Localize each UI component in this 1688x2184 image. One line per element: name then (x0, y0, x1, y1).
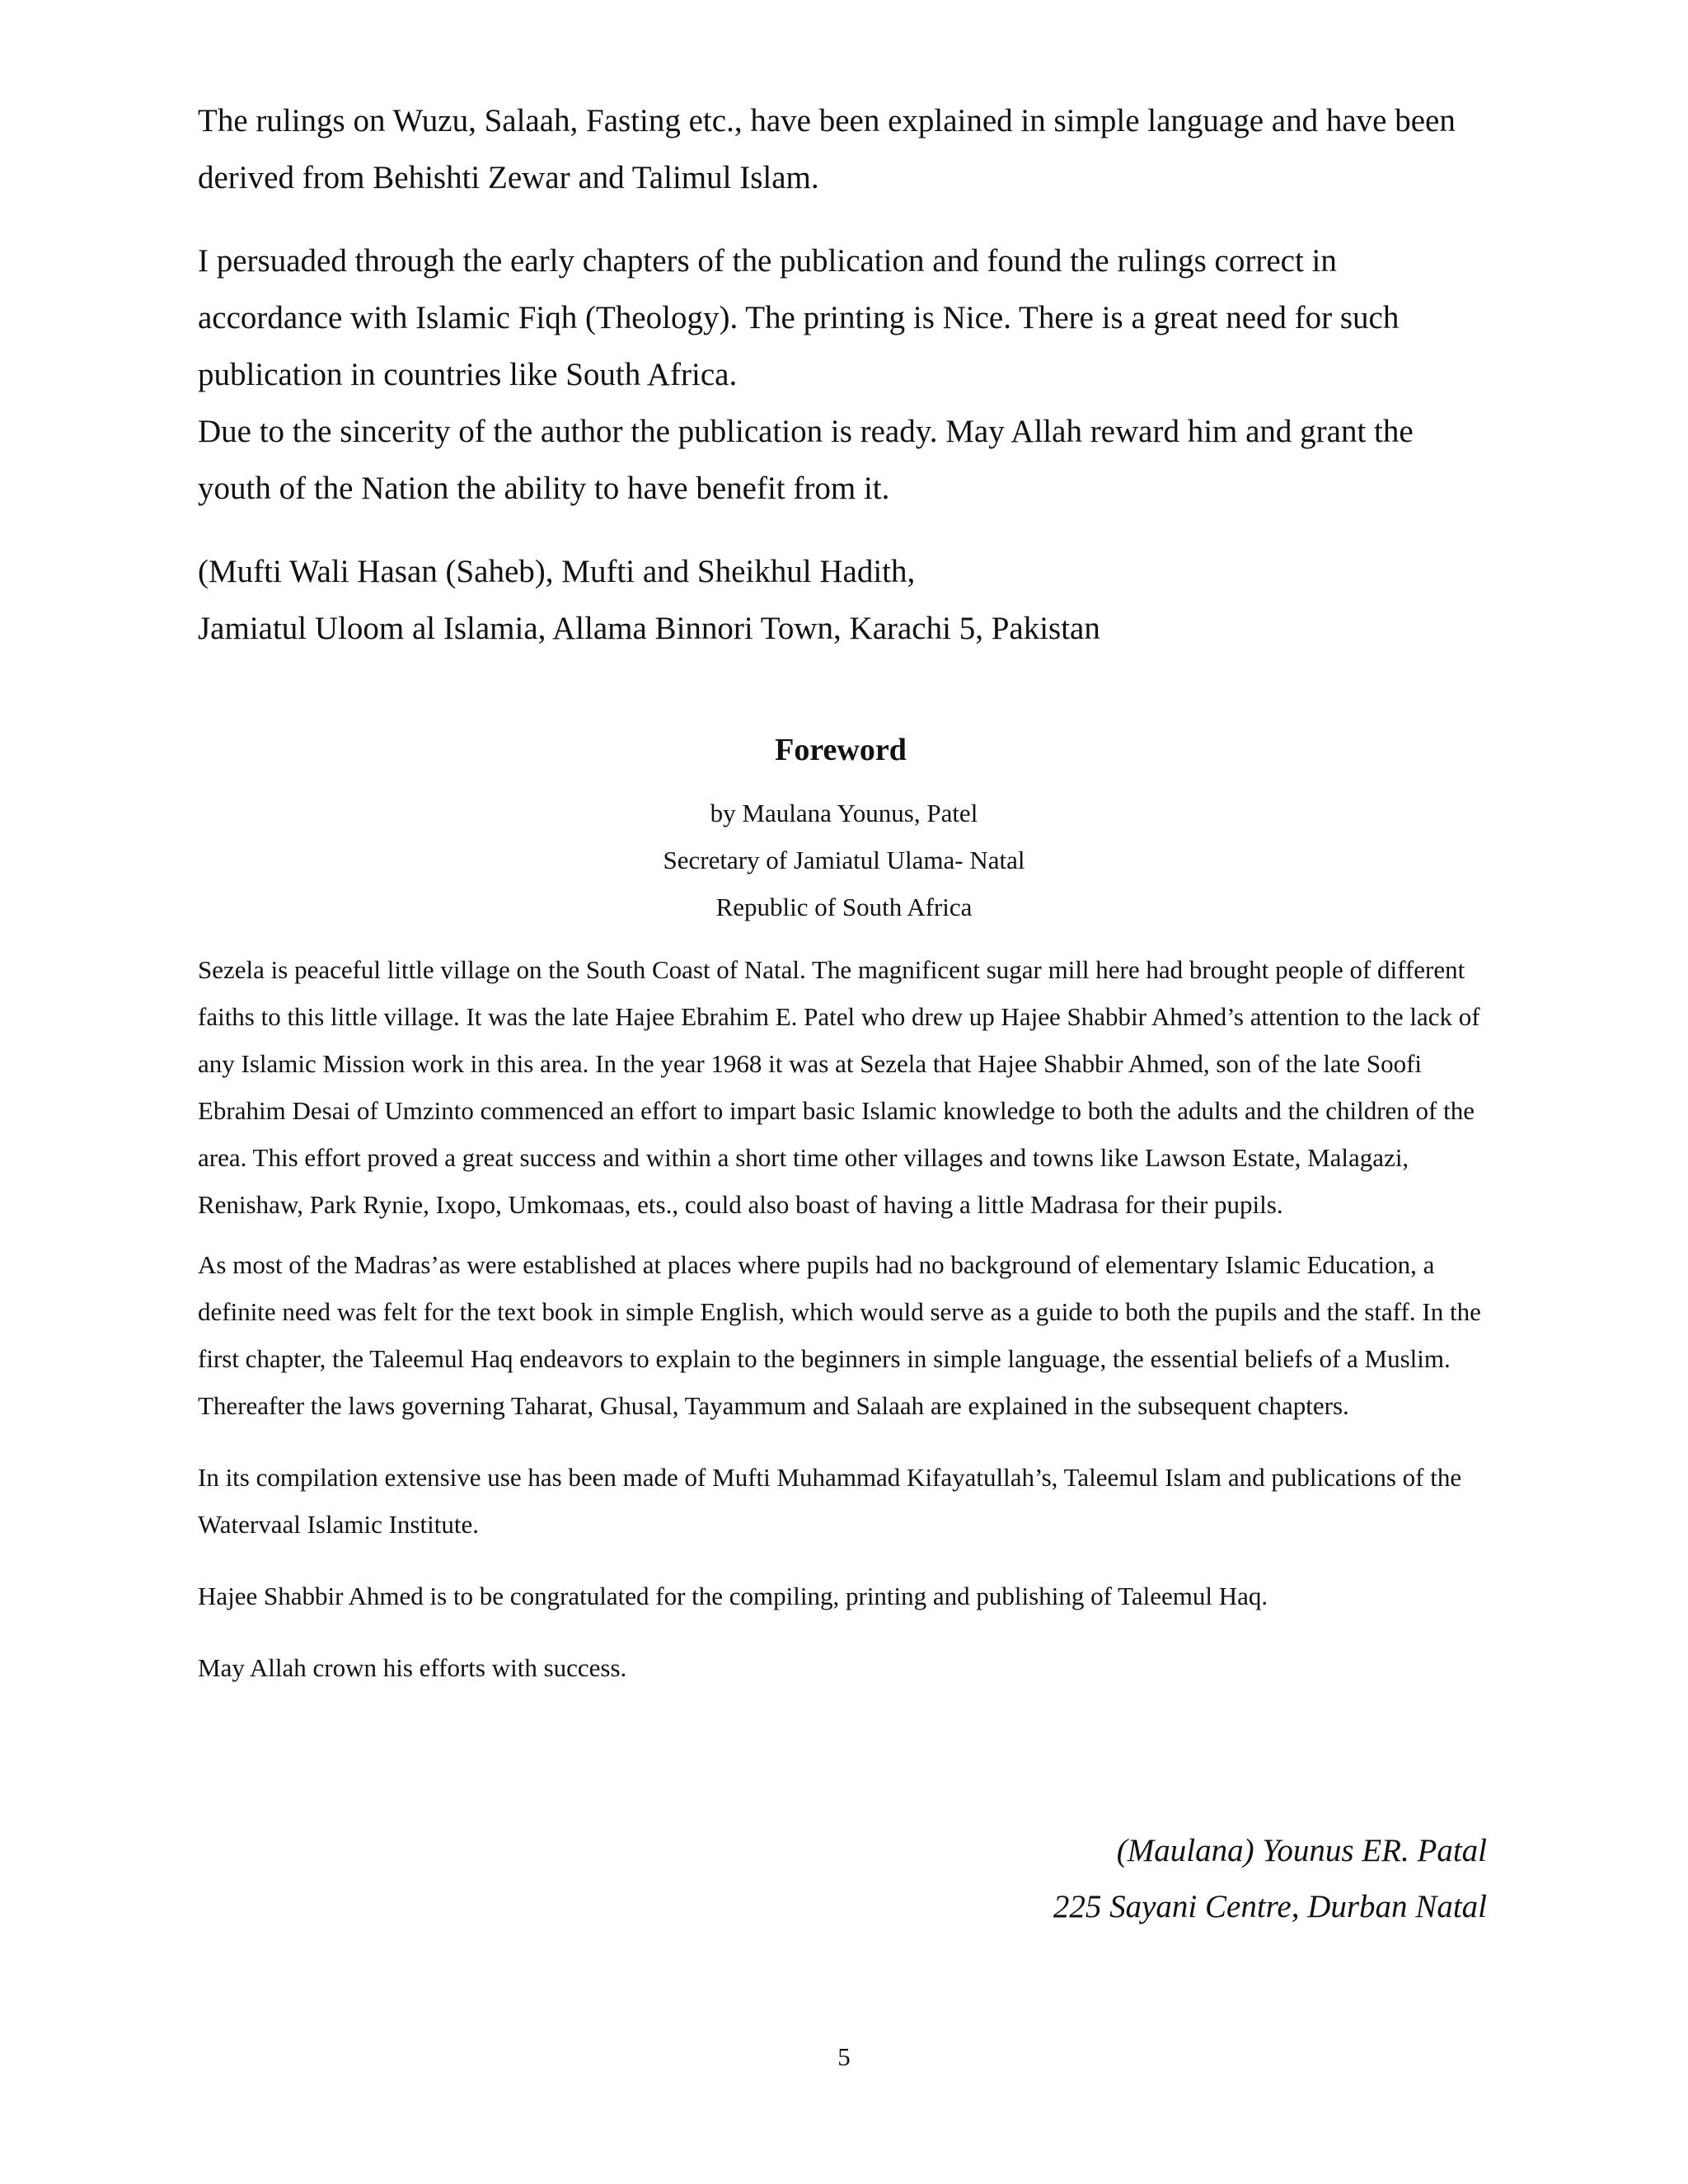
foreword-paragraph-4: Hajee Shabbir Ahmed is to be congratulated for the compiling, printing and publishing of Taleemul Haq. (198, 1582, 1268, 1610)
foreword-signature (1053, 1823, 1487, 1935)
page-number: 5 (837, 2042, 851, 2071)
foreword-paragraph-3: In its compilation extensive use has been made of Mufti Muhammad Kifayatullah’s, Taleemul Islam and publications of the Watervaal Islamic Institute. (198, 1463, 1462, 1539)
foreword-header (0, 725, 1688, 930)
endorsement-paragraph-2: I persuaded through the early chapters of the publication and found the rulings correct in accordance with Islamic Fiqh (Theology). The printing is Nice. There is a great need for such publication in countries like South Africa. (198, 243, 1400, 392)
foreword-byline-country: Republic of South Africa (715, 893, 973, 921)
foreword-paragraph-2: As most of the Madras’as were established at places where pupils had no background of elementary Islamic Education, a definite need was felt for the text book in simple English, which would serve as a guide to both the pupils and the staff. In the first chapter, the Taleemul Haq endeavors to explain to the beginners in simple language, the essential beliefs of a Muslim. Thereafter the laws governing Taharat, Ghusal, Tayammum and Salaah are explained in the subsequent chapters. (198, 1250, 1481, 1420)
endorsement-section (198, 92, 1484, 657)
foreword-byline-position: Secretary of Jamiatul Ulama- Natal (663, 846, 1025, 874)
foreword-paragraph-5: May Allah crown his efforts with success. (198, 1653, 627, 1682)
endorsement-paragraph-1: The rulings on Wuzu, Salaah, Fasting etc., have been explained in simple language and have been derived from Behishti Zewar and Talimul Islam. (198, 103, 1456, 195)
endorsement-paragraph-3: Due to the sincerity of the author the publication is ready. May Allah reward him and grant the youth of the Nation the ability to have benefit from it. (198, 414, 1414, 506)
signature-name: (Maulana) Younus ER. Patal (1116, 1833, 1487, 1868)
foreword-body (198, 946, 1484, 1691)
foreword-byline-author: by Maulana Younus, Patel (710, 799, 978, 827)
endorsement-attribution-line-2: Jamiatul Uloom al Islamia, Allama Binnori Town, Karachi 5, Pakistan (198, 611, 1100, 646)
foreword-title: Foreword (775, 733, 907, 767)
endorsement-attribution-line-1: (Mufti Wali Hasan (Saheb), Mufti and Sheikhul Hadith, (198, 554, 916, 589)
signature-address: 225 Sayani Centre, Durban Natal (1053, 1889, 1487, 1924)
foreword-paragraph-1: Sezela is peaceful little village on the South Coast of Natal. The magnificent sugar mill here had brought people of different faiths to this little village. It was the late Hajee Ebrahim E. Patel who drew up Hajee Shabbir Ahmed’s attention to the lack of any Islamic Mission work in this area. In the year 1968 it was at Sezela that Hajee Shabbir Ahmed, son of the late Soofi Ebrahim Desai of Umzinto commenced an effort to impart basic Islamic knowledge to both the adults and the children of the area. This effort proved a great success and within a short time other villages and towns like Lawson Estate, Malagazi, Renishaw, Park Rynie, Ixopo, Umkomaas, ets., could also boast of having a little Madrasa for their pupils. (198, 955, 1480, 1219)
